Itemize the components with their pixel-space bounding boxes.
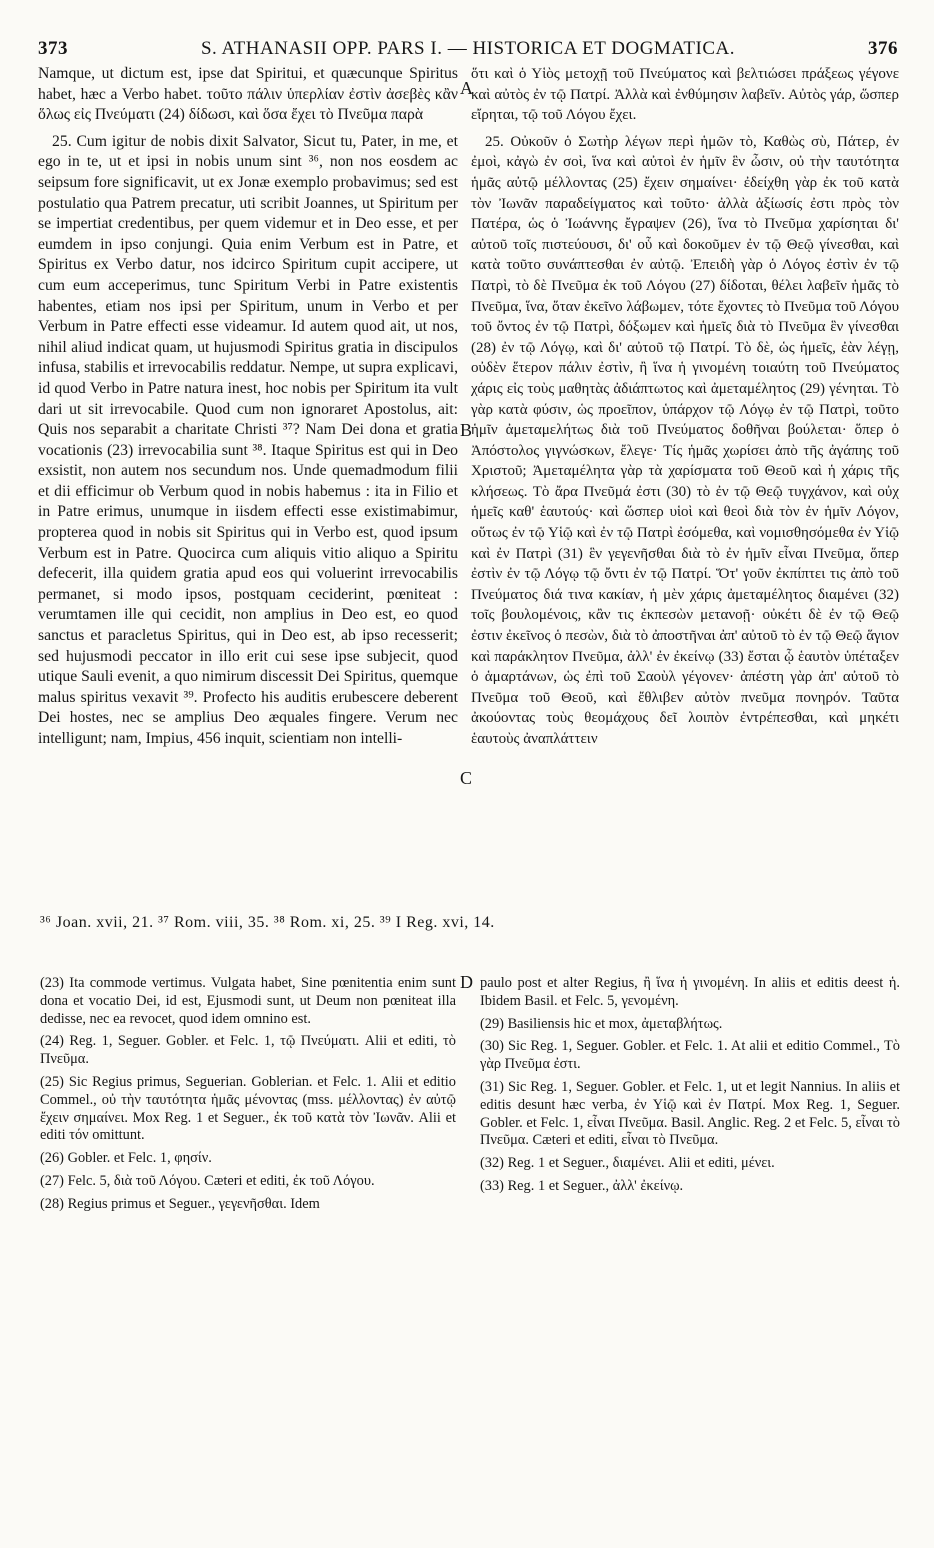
latin-paragraph: Namque, ut dictum est, ipse dat Spiritui, et quæcunque Spiritus habet, hæc a Verbo habet. τοῦτο πάλιν ὑπερλίαν ἐστὶν ἀσεβὲς κἂν ὅλως εἰς Πνεύματι (24) δίδωσι, καὶ ὅσα ἔχει τὸ Πνεῦμα παρὰ [38, 65, 458, 124]
latin-column [38, 64, 458, 750]
footnote: (31) Sic Reg. 1, Seguer. Gobler. et Felc. 1, ut et legit Nannius. In aliis et editis desunt hæc verba, ἐν Υἱῷ καὶ ἐν Πατρί. Mox Reg. 1, Seguer. Gobler. et Felc. 1, εἶναι Πνεῦμα. Basil. Anglic. Reg. 2 et Felc. 5, εἶναι τὸ Πνεῦμα. Cæteri et editi, εἶναι τὸ Πνεῦμα. [480, 1078, 900, 1149]
footnote: (23) Ita commode vertimus. Vulgata habet, Sine pœnitentia enim sunt dona et vocatio Dei, id est, Ejusmodi sunt, ut Deum non pœniteat illa dedisse, nec ea revocet, quod idem omnino est. [40, 975, 456, 1027]
footnote: (29) Basiliensis hic et mox, ἀμεταβλήτως. [480, 1015, 723, 1032]
footnote: (30) Sic Reg. 1, Seguer. Gobler. et Felc. 1. At alii et editio Commel., Τὸ γὰρ Πνεῦμα ἐστι. [480, 1038, 900, 1073]
margin-marker-d: D [460, 972, 473, 992]
margin-marker-a: A [460, 78, 473, 98]
greek-paragraph: 25. Οὐκοῦν ὁ Σωτὴρ λέγων περὶ ἡμῶν τὸ, Καθὼς σὺ, Πάτερ, ἐν ἐμοὶ, κἀγὼ ἐν σοὶ, ἵνα καὶ αὐτοὶ ἐν ἡμῖν ἓν ὦσιν, οὐ τὴν ταυτότητα ἡμᾶς αὐτῷ μέλλοντας (25) ἔχειν σημαίνει· ἐδείχθη γὰρ ἐκ τοῦ κατὰ τὸν Ἰωνᾶν παραδείγματος καὶ τοῦτο· ἀλλὰ ἀξίωσίς ἐστι πρὸς τὸν Πατέρα, ὡς ὁ Ἰωάννης ἔγραψεν (26), ἵνα τὸ Πνεῦμα χαρίσηται δι' αὐτοῦ τοῖς πιστεύουσι, δι' οὗ καὶ δοκοῦμεν ἐν τῷ Θεῷ γίνεσθαι, καὶ κατὰ τοῦτο συνάπτεσθαι ἐν αὐτῷ. Ἐπειδὴ γὰρ ὁ Λόγος ἐστὶν ἐν τῷ Πατρὶ, τὸ δὲ Πνεῦμα ἐκ τοῦ Λόγου (27) δίδοται, θέλει λαβεῖν ἡμᾶς τὸ Πνεῦμα, ἵνα, ὅταν ἐκεῖνο λάβωμεν, τότε ἔχοντες τὸ Πνεῦμα τοῦ Λόγου τοῦ ὄντος ἐν τῷ Πατρὶ, δόξωμεν καὶ ἡμεῖς διὰ τὸ Πνεῦμα ἓν γίνεσθαι (28) ἐν τῷ Λόγῳ, καὶ δι' αὐτοῦ τῷ Πατρί. Τὸ δὲ, ὡς ἡμεῖς, ἐὰν λέγῃ, οὐδὲν ἕτερον πάλιν ἐστὶν, ἢ ἵνα ἡ γινομένη τοιαύτη τοῦ Πνεύματος χάρις εἰς τοὺς μαθητὰς ἀδιάπτωτος καὶ ἀμεταμέλητος (29) γένηται. Τὸ γὰρ κατὰ φύσιν, ὡς προεῖπον, ὑπάρχον τῷ Λόγῳ ἐν τῷ Πατρὶ, τοῦτο ἡμῖν ἀμεταμελήτως διὰ τοῦ Πνεύματος δοθῆναι βούλεται· ὅπερ ὁ Ἀπόστολος γιγνώσκων, ἔλεγε· Τίς ἡμᾶς χωρίσει ἀπὸ τῆς ἀγάπης τοῦ Χριστοῦ; Ἀμεταμέλητα γὰρ τὰ χαρίσματα τοῦ Θεοῦ καὶ ἡ χάρις τῆς κλήσεως. Τὸ ἄρα Πνεῦμά ἐστι (30) τὸ ἐν τῷ Θεῷ τυγχάνον, καὶ οὐχ ἡμεῖς καθ' ἑαυτούς· καὶ ὥσπερ υἱοὶ καὶ θεοὶ διὰ τὸν ἐν ἡμῖν Λόγον, οὕτως ἐν τῷ Υἱῷ καὶ ἐν τῷ Πατρὶ ἐσόμεθα, καὶ νομισθησόμεθα ἐν Υἱῷ καὶ ἐν Πατρὶ (31) ἓν γεγενῆσθαι διὰ τὸ ἐν ἡμῖν εἶναι Πνεῦμα, ὅπερ ἐστὶν ἐν τῷ Λόγῳ τῷ ὄντι ἐν τῷ Πατρί. Ὅτ' γοῦν ἐκπίπτει τις ἀπὸ τοῦ Πνεύματος διά τινα κακίαν, ἡ μὲν χάρις ἀμεταμέλητος διαμένει (32) τοῖς βουλομένοις, κἂν τις ἐκπεσὼν μετανοῇ· οὐκέτι δὲ ἐν τῷ Θεῷ ἐστιν ἐκεῖνος ὁ πεσὼν, διὰ τὸ ἀποστῆναι ἀπ' αὐτοῦ τὸ ἐν τῷ Θεῷ ἅγιον καὶ παράκλητον Πνεῦμα, ἀλλ' ἐν ἐκείνῳ (33) ἔσται ᾧ ἑαυτὸν ὑπέταξεν ὁ ἁμαρτάνων, ὡς ἐπὶ τοῦ Σαοὺλ γέγονεν· ἀπέστη γὰρ ἀπ' αὐτοῦ τὸ Πνεῦμα τοῦ Θεοῦ, καὶ ἔθλιβεν αὐτὸν πνεῦμα πονηρόν. Ταῦτα ἀκούοντας τοὺς θεομάχους δεῖ λοιπὸν ἐντρέπεσθαι, καὶ μηκέτι ἑαυτοὺς ἀναπλάττειν [471, 133, 899, 747]
page-number-left: 373 [38, 38, 68, 59]
footnote: (28) Regius primus et Seguer., γεγενῆσθαι. Idem [40, 1195, 320, 1212]
footnote: (33) Reg. 1 et Seguer., ἀλλ' ἐκείνῳ. [480, 1177, 684, 1194]
footnote: (25) Sic Regius primus, Seguerian. Goblerian. et Felc. 1. Alii et editio Commel., οὐ τὴν ταυτότητα ἡμᾶς μένοντας (mss. μέλλοντας) ἐν αὐτῷ ἔχειν σημαίνει. Mox Reg. 1 et Seguer., ἐκ τοῦ κατὰ τὸν Ἰωνᾶν. Alii et editi τόν omittunt. [40, 1073, 456, 1144]
latin-paragraph: 25. Cum igitur de nobis dixit Salvator, Sicut tu, Pater, in me, et ego in te, ut et ipsi in nobis unum sint ³⁶, non nos eosdem ac seipsum fore significavit, ut ex Jonæ exemplo probavimus; sed est postulatio qua Patrem precatur, uti scribit Joannes, ut Spiritum per se impertiat credentibus, per quem videmur et in Deo esse, et per eumdem in ipso conjungi. Quia enim Verbum est in Patre, et Spiritus ex Verbo datur, nos idcirco Spiritum cupit accipere, ut cum eum acceperimus, tunc Spiritum Verbi in Patre existentis habentes, etiam nos ipsi per Spiritum, unum in Verbo et per Verbum in Patre effecti esse videamur. Id autem quod ait, ut nos, nihil aliud indicat quam, ut hujusmodi Spiritus gratia in discipulos infusa, stabilis et irrevocabilis reddatur. Nempe, ut supra explicavi, id quod Verbo in Patre natura inest, hoc nobis per Spiritum ita vult dari ut sit irrevocabile. Quod cum non ignoraret Apostolus, ait: Quis nos separabit a charitate Christi ³⁷? Nam Dei dona et gratia vocationis (23) irrevocabilia sunt ³⁸. Itaque Spiritus est qui in Deo exsistit, non autem nos secundum nos. Unde quemadmodum filii et dii efficimur ob Verbum quod in nobis habemus : ita in Filio et in Patre erimus, unumque in iisdem effecti esse existimabimur, propterea quod in nobis sit Spiritus qui in Verbo est, quod ipsum Verbum est in Patre. Quocirca cum aliquis vitio aliquo a Spiritu defecerit, illa quidem gratia apud eos qui voluerint irrevocabilis permanet, si modo ipsos, postquam ceciderint, pœniteat : verumtamen ille qui cecidit, non amplius in Deo est, eo quod sanctus et paracletus Spiritus, qui in Deo est, ab ipso recesserit; sed hujusmodi peccator in illo erit cui sese ipse subjecit, quod utique Sauli evenit, a quo nimirum discessit Dei Spiritus, quemque malus spiritus vexavit ³⁹. Profecto his auditis erubescere deberent Dei hostes, nec se amplius Deo æquales fingere. Verum nec intelligunt; nam, Impius, 456 inquit, scientiam non intelli- [38, 132, 458, 747]
page-number-right: 376 [868, 38, 898, 59]
notes-left [40, 975, 456, 1219]
scripture-references: ³⁶ Joan. xvii, 21. ³⁷ Rom. viii, 35. ³⁸ Rom. xi, 25. ³⁹ I Reg. xvi, 14. [40, 914, 495, 931]
footnote: (26) Gobler. et Felc. 1, φησίν. [40, 1150, 212, 1167]
footnote: paulo post et alter Regius, ἢ ἵνα ἡ γινομένη. In aliis et editis deest ἡ. Ibidem Basil. et Felc. 5, γενομένη. [480, 975, 900, 1009]
margin-marker-b: B [460, 420, 473, 440]
greek-paragraph: ὅτι καὶ ὁ Υἱὸς μετοχῇ τοῦ Πνεύματος καὶ βελτιώσει πράξεως γέγονε καὶ αὐτὸς ἐν τῷ Πατρί. Ἀλλὰ καὶ ἐνθύμησιν λαβεῖν. Αὐτὸς γάρ, ὥσπερ εἴρηται, τῷ τοῦ Λόγου ἔχει. [471, 66, 899, 124]
running-header [38, 38, 898, 62]
margin-marker-c: C [460, 768, 473, 788]
footnote: (24) Reg. 1, Seguer. Gobler. et Felc. 1, τῷ Πνεύματι. Alii et editi, τὸ Πνεῦμα. [40, 1033, 456, 1068]
notes-right [480, 975, 900, 1201]
running-title: S. ATHANASII OPP. PARS I. — HISTORICA ET DOGMATICA. [200, 38, 736, 59]
greek-column [471, 64, 899, 750]
footnote: (27) Felc. 5, διὰ τοῦ Λόγου. Cæteri et editi, ἐκ τοῦ Λόγου. [40, 1172, 375, 1189]
footnote: (32) Reg. 1 et Seguer., διαμένει. Alii et editi, μένει. [480, 1155, 775, 1172]
